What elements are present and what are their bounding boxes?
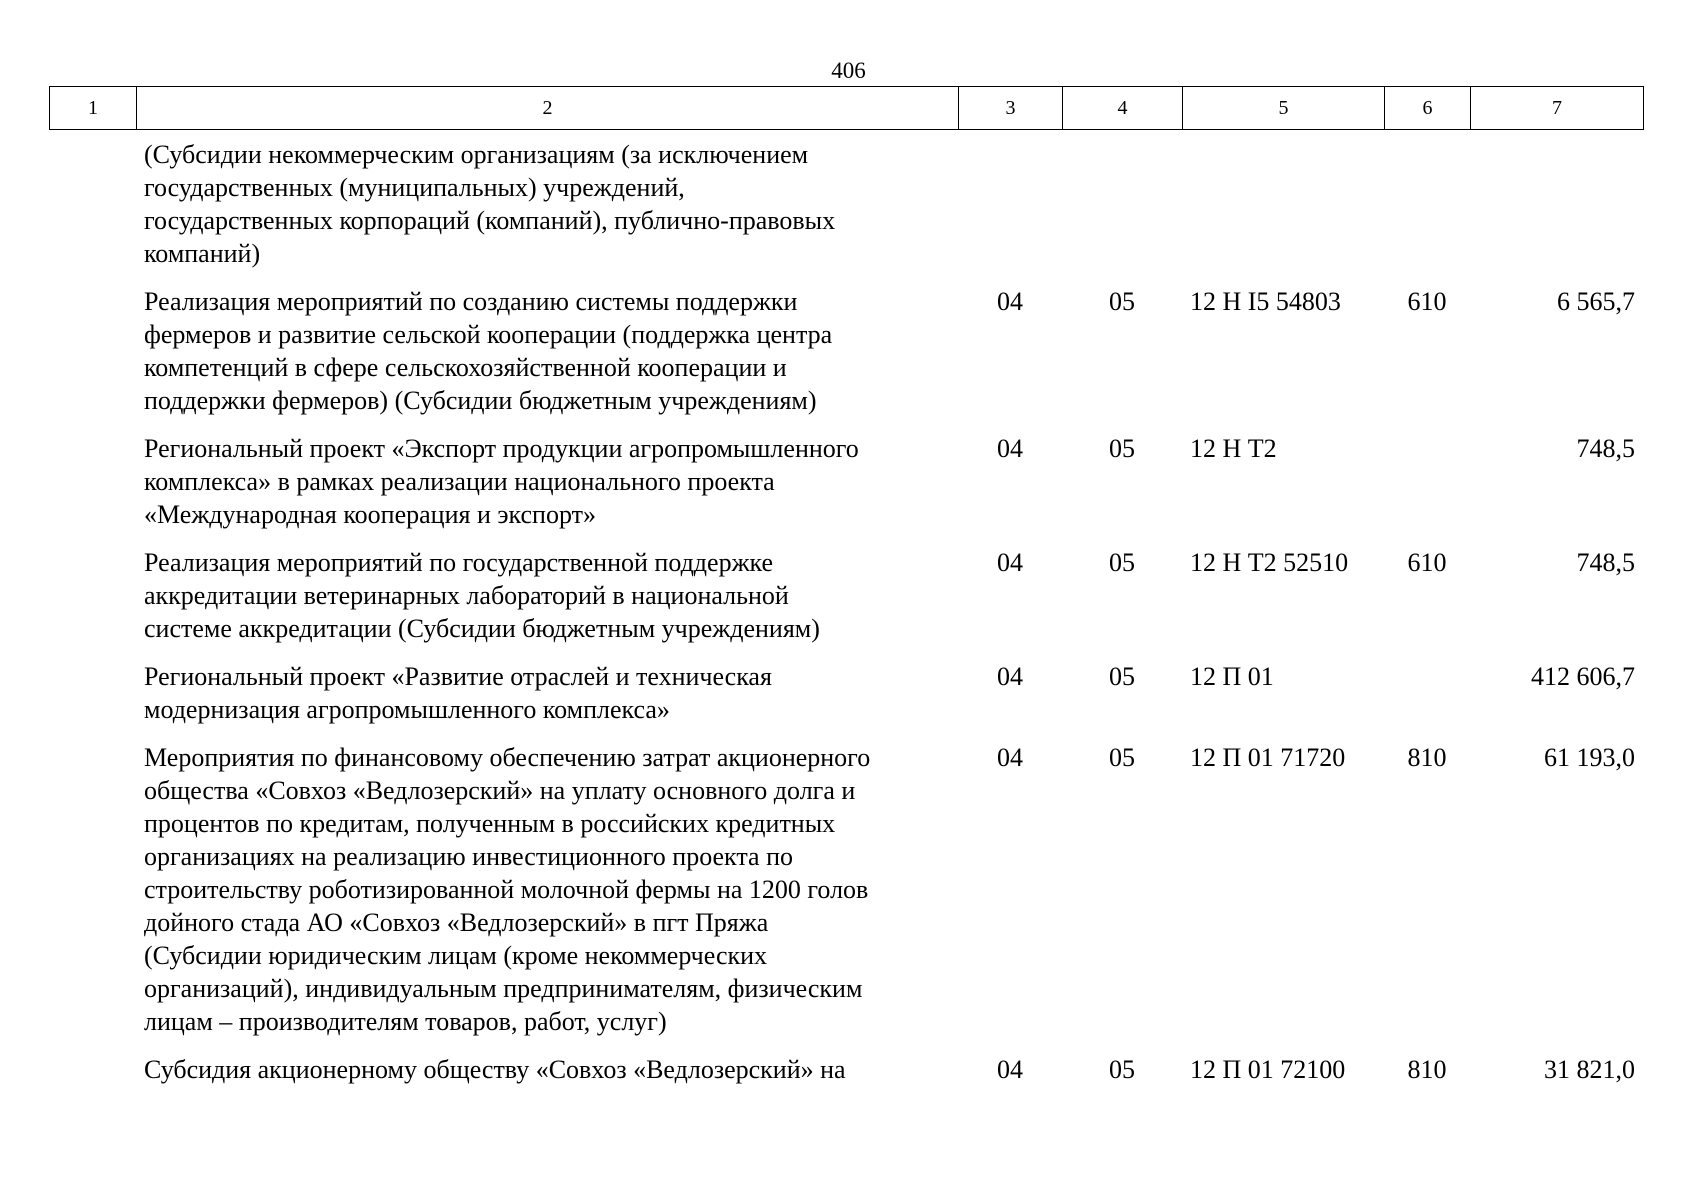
section-code: 04 xyxy=(997,1055,1023,1084)
column-header-4: 4 xyxy=(1063,87,1183,130)
amount: 748,5 xyxy=(1576,548,1635,577)
table-row xyxy=(49,1053,1643,1086)
table-row xyxy=(49,138,1643,270)
row-description: Региональный проект «Развитие отраслей и техническая модернизация агропромышленного комплекса» xyxy=(144,662,772,724)
subsection-code: 05 xyxy=(1109,287,1135,316)
target-article-code: 12 П 01 72100 xyxy=(1190,1055,1346,1084)
subsection-code: 05 xyxy=(1109,434,1135,463)
subsection-code: 05 xyxy=(1109,548,1135,577)
subsection-code: 05 xyxy=(1109,1055,1135,1084)
column-header-3: 3 xyxy=(959,87,1063,130)
expense-type-code: 810 xyxy=(1407,743,1447,772)
expense-type-code: 810 xyxy=(1407,1055,1447,1084)
section-code: 04 xyxy=(997,287,1023,316)
amount: 61 193,0 xyxy=(1544,743,1635,772)
page-number: 406 xyxy=(831,58,866,83)
section-code: 04 xyxy=(997,548,1023,577)
target-article-code: 12 Н Т2 xyxy=(1190,434,1277,463)
expense-type-code: 610 xyxy=(1407,548,1447,577)
subsection-code: 05 xyxy=(1109,743,1135,772)
amount: 31 821,0 xyxy=(1544,1055,1635,1084)
target-article-code: 12 П 01 xyxy=(1190,662,1274,691)
target-article-code: 12 П 01 71720 xyxy=(1190,743,1346,772)
row-description: Субсидия акционерному обществу «Совхоз «Ведлозерский» на xyxy=(144,1055,846,1084)
row-description: (Субсидии некоммерческим организациям (за исключением государственных (муниципальных) учреждений, государственных корпораций (компаний), публично-правовых компаний) xyxy=(144,140,836,268)
expense-type-code: 610 xyxy=(1407,287,1447,316)
amount: 6 565,7 xyxy=(1557,287,1635,316)
column-header-7: 7 xyxy=(1471,87,1644,130)
column-header-6: 6 xyxy=(1385,87,1471,130)
column-header-table xyxy=(49,86,1644,130)
row-description: Региональный проект «Экспорт продукции агропромышленного комплекса» в рамках реализации национального проекта «Международная кооперация и экспорт» xyxy=(144,434,859,529)
amount: 412 606,7 xyxy=(1531,662,1635,691)
column-header-5: 5 xyxy=(1183,87,1385,130)
row-description: Реализация мероприятий по созданию системы поддержки фермеров и развитие сельской кооперации (поддержка центра компетенций в сфере сельскохозяйственной кооперации и поддержки фермеров) (Субсидии бюджетным учреждениям) xyxy=(144,287,833,415)
section-code: 04 xyxy=(997,662,1023,691)
target-article-code: 12 Н I5 54803 xyxy=(1190,287,1341,316)
row-description: Реализация мероприятий по государственной поддержке аккредитации ветеринарных лабораторий в национальной системе аккредитации (Субсидии бюджетным учреждениям) xyxy=(144,548,820,643)
column-header-1: 1 xyxy=(50,87,137,130)
budget-rows xyxy=(49,138,1643,1101)
table-row xyxy=(49,546,1643,645)
section-code: 04 xyxy=(997,743,1023,772)
table-row xyxy=(49,285,1643,417)
subsection-code: 05 xyxy=(1109,662,1135,691)
table-row xyxy=(49,741,1643,1038)
row-description: Мероприятия по финансовому обеспечению затрат акционерного общества «Совхоз «Ведлозерский» на уплату основного долга и процентов по кредитам, полученным в российских кредитных организациях на реализацию инвестиционного проекта по строительству роботизированной молочной фермы на 1200 голов дойного стада АО «Совхоз «Ведлозерский» в пгт Пряжа (Субсидии юридическим лицам (кроме некоммерческих организаций), индивидуальным предпринимателям, физическим лицам – производителям товаров, работ, услуг) xyxy=(144,743,871,1036)
section-code: 04 xyxy=(997,434,1023,463)
target-article-code: 12 Н Т2 52510 xyxy=(1190,548,1349,577)
table-row xyxy=(49,660,1643,726)
table-row xyxy=(49,432,1643,531)
column-header-row xyxy=(50,87,1644,130)
amount: 748,5 xyxy=(1576,434,1635,463)
column-header-2: 2 xyxy=(137,87,959,130)
